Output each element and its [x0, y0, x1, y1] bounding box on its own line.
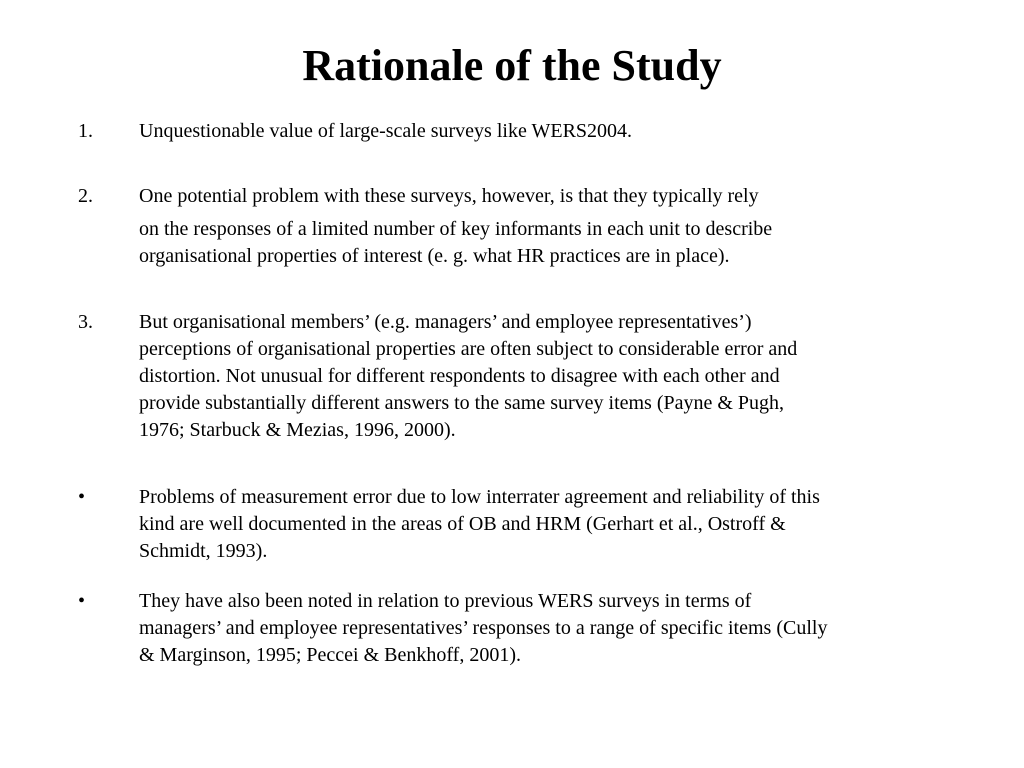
text-line: 1976; Starbuck & Mezias, 1996, 2000). [139, 419, 456, 441]
list-marker: 3. [78, 311, 93, 333]
text-line: provide substantially different answers to the same survey items (Payne & Pugh, [139, 392, 785, 414]
text-line: perceptions of organisational properties are often subject to considerable error and [139, 338, 798, 360]
text-line: on the responses of a limited number of key informants in each unit to describe [139, 218, 773, 240]
bullet-marker: • [78, 590, 86, 612]
list-item-text [139, 183, 949, 270]
text-line: distortion. Not unusual for different respondents to disagree with each other and [139, 365, 780, 387]
text-line: organisational properties of interest (e. g. what HR practices are in place). [139, 245, 730, 267]
list-item-text [139, 118, 949, 145]
text-line: Schmidt, 1993). [139, 540, 268, 562]
text-line: They have also been noted in relation to previous WERS surveys in terms of [139, 590, 752, 612]
text-line: managers’ and employee representatives’ responses to a range of specific items (Cully [139, 617, 828, 639]
list-marker: 2. [78, 185, 93, 207]
text-line: kind are well documented in the areas of OB and HRM (Gerhart et al., Ostroff & [139, 513, 786, 535]
text-line: One potential problem with these surveys, however, is that they typically rely [139, 185, 759, 207]
list-item-text [139, 484, 949, 565]
slide-title: Rationale of the Study [302, 41, 722, 90]
text-line: Problems of measurement error due to low interrater agreement and reliability of this [139, 486, 820, 508]
list-marker: 1. [78, 120, 93, 142]
list-item-text [139, 588, 949, 669]
text-line: & Marginson, 1995; Peccei & Benkhoff, 2001). [139, 644, 521, 666]
list-item-text [139, 309, 949, 444]
text-line: Unquestionable value of large-scale surveys like WERS2004. [139, 120, 633, 142]
text-line: But organisational members’ (e.g. managers’ and employee representatives’) [139, 311, 752, 333]
bullet-marker: • [78, 486, 86, 508]
